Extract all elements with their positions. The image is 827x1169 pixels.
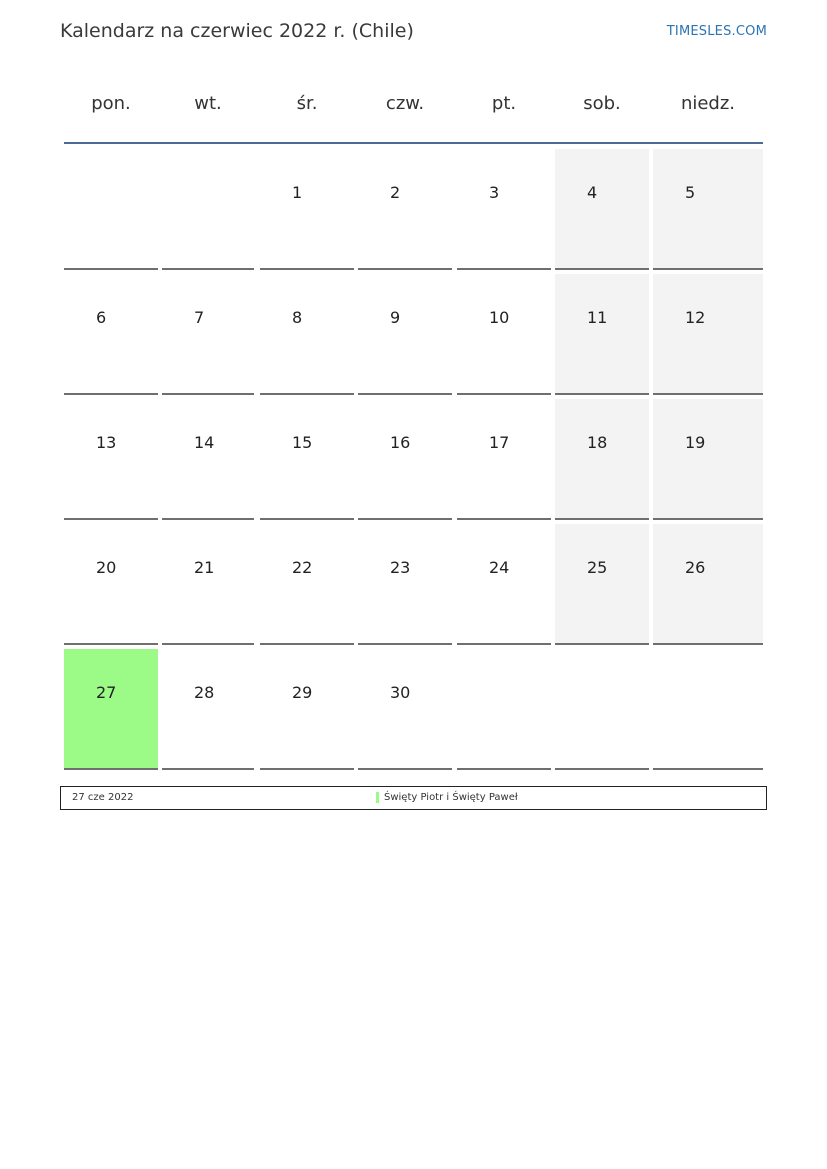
day-number: 26 — [685, 558, 706, 577]
day-cell[interactable] — [457, 274, 551, 395]
empty-day-cell — [653, 649, 763, 770]
day-cell[interactable] — [358, 149, 452, 270]
day-cell[interactable] — [64, 524, 158, 645]
day-cell[interactable] — [653, 149, 763, 270]
day-number: 6 — [96, 308, 107, 327]
day-cell[interactable] — [457, 399, 551, 520]
day-cell[interactable] — [64, 649, 158, 770]
empty-day-cell — [64, 149, 158, 270]
day-cell[interactable] — [162, 649, 254, 770]
day-cell[interactable] — [162, 274, 254, 395]
legend-date: 27 cze 2022 — [72, 792, 134, 803]
day-number: 20 — [96, 558, 117, 577]
weekday-wed: śr. — [296, 93, 318, 114]
day-cell[interactable] — [358, 649, 452, 770]
day-number: 19 — [685, 433, 706, 452]
day-number: 1 — [292, 183, 303, 202]
empty-day-cell — [555, 649, 649, 770]
day-cell[interactable] — [260, 399, 354, 520]
day-cell[interactable] — [358, 399, 452, 520]
day-number: 15 — [292, 433, 313, 452]
empty-day-cell — [162, 149, 254, 270]
day-number: 28 — [194, 683, 215, 702]
day-number: 23 — [390, 558, 411, 577]
weekday-mon: pon. — [91, 93, 131, 114]
day-cell[interactable] — [555, 524, 649, 645]
day-cell[interactable] — [653, 399, 763, 520]
day-number: 9 — [390, 308, 401, 327]
day-number: 11 — [587, 308, 608, 327]
day-number: 21 — [194, 558, 215, 577]
day-cell[interactable] — [555, 399, 649, 520]
day-number: 3 — [489, 183, 500, 202]
day-number: 24 — [489, 558, 510, 577]
legend-holiday-name: Święty Piotr i Święty Paweł — [384, 792, 518, 803]
weekday-fri: pt. — [491, 93, 517, 114]
day-number: 29 — [292, 683, 313, 702]
day-cell[interactable] — [260, 274, 354, 395]
day-cell[interactable] — [457, 524, 551, 645]
weekday-thu: czw. — [385, 93, 425, 114]
day-number: 30 — [390, 683, 411, 702]
day-number: 22 — [292, 558, 313, 577]
day-number: 18 — [587, 433, 608, 452]
site-link[interactable]: TIMESLES.COM — [666, 24, 767, 39]
day-number: 27 — [96, 683, 117, 702]
header-divider — [64, 142, 763, 144]
weekday-tue: wt. — [194, 93, 222, 114]
day-number: 13 — [96, 433, 117, 452]
day-cell[interactable] — [555, 274, 649, 395]
legend-holiday-marker — [376, 792, 379, 803]
day-cell[interactable] — [162, 399, 254, 520]
day-cell[interactable] — [555, 149, 649, 270]
day-number: 17 — [489, 433, 510, 452]
day-number: 12 — [685, 308, 706, 327]
day-cell[interactable] — [162, 524, 254, 645]
day-cell[interactable] — [358, 524, 452, 645]
day-cell[interactable] — [260, 149, 354, 270]
weekday-sun: niedz. — [680, 93, 736, 114]
day-number: 2 — [390, 183, 401, 202]
day-cell[interactable] — [64, 274, 158, 395]
day-cell[interactable] — [653, 274, 763, 395]
day-number: 4 — [587, 183, 598, 202]
day-number: 5 — [685, 183, 696, 202]
weekday-sat: sob. — [583, 93, 621, 114]
day-number: 8 — [292, 308, 303, 327]
day-number: 10 — [489, 308, 510, 327]
day-number: 25 — [587, 558, 608, 577]
day-cell[interactable] — [358, 274, 452, 395]
day-cell[interactable] — [260, 524, 354, 645]
day-cell[interactable] — [457, 149, 551, 270]
day-number: 16 — [390, 433, 411, 452]
day-cell[interactable] — [64, 399, 158, 520]
page-title: Kalendarz na czerwiec 2022 r. (Chile) — [60, 20, 414, 42]
day-cell[interactable] — [260, 649, 354, 770]
day-cell[interactable] — [653, 524, 763, 645]
day-number: 14 — [194, 433, 215, 452]
weekday-header — [64, 84, 763, 124]
day-number: 7 — [194, 308, 205, 327]
holiday-legend — [60, 786, 767, 810]
empty-day-cell — [457, 649, 551, 770]
